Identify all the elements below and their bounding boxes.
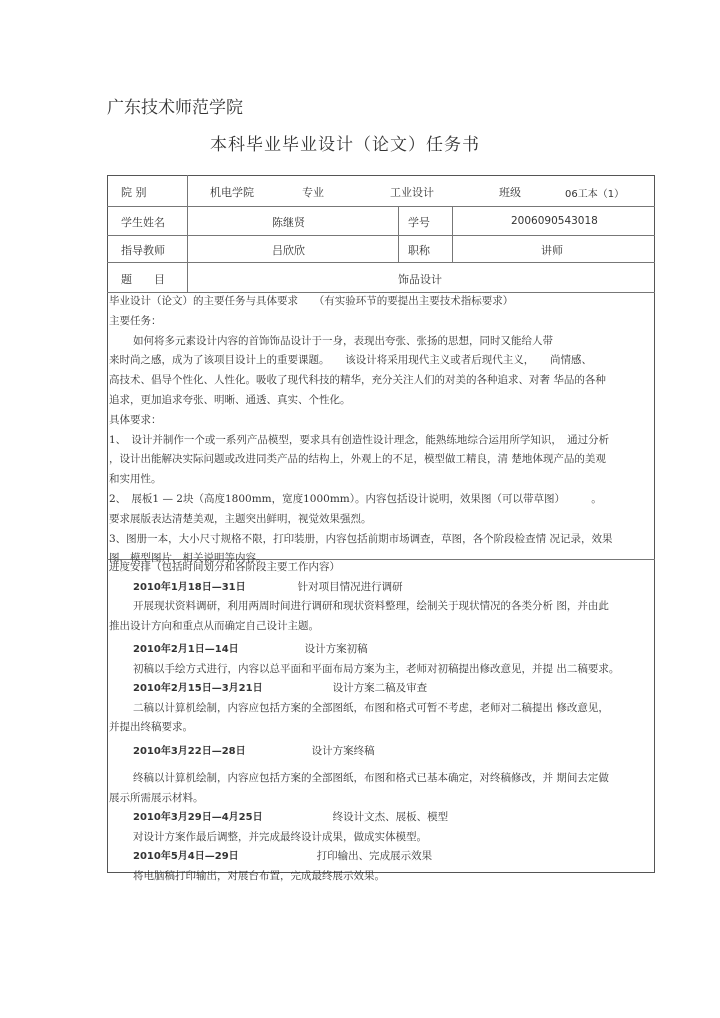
student-value: 陈继贤 [272,216,305,229]
topic-value: 饰品设计 [398,273,442,286]
advisor-value: 吕欣欣 [272,244,305,257]
paragraph-line: 1、 设计并制作一个或一系列产品模型，要求具有创造性设计理念，能熟练地综合运用所学知识， 通过分析 [109,433,610,446]
tasks-heading: 毕业设计（论文）的主要任务与具体要求 （有实验环节的要提出主要技术指标要求） [109,295,514,307]
paragraph-line: ，设计出能解决实际问题或改进同类产品的结构上，外观上的不足，模型做工精良，清 楚地体现产品的美观 [109,453,606,466]
paragraph-line: 对设计方案作最后调整，并完成最终设计成果，做成实体模型。 [133,830,427,843]
schedule-heading: 进度安排（包括时间划分和各阶段主要工作内容） [109,561,340,573]
row-divider [107,206,655,207]
paragraph-line: 展示所需展示材料。 [109,791,204,804]
advisor-label: 指导教师 [121,244,165,257]
schedule-stage: 2010年3月22日—28日 设计方案终稿 [133,744,375,757]
schedule-stage: 2010年5月4日—29日 打印输出、完成展示效果 [133,850,433,862]
schedule-stage: 2010年3月29日—4月25日 终设计文杰、展板、模型 [133,811,449,823]
paragraph-line: 将电脑稿打印输出，对展台布置，完成最终展示效果。 [133,869,385,882]
row-divider [107,235,655,236]
main-task-label: 主要任务： [109,314,162,327]
id-label: 学号 [408,216,430,229]
document-title: 本科毕业毕业设计（论文）任务书 [210,135,480,155]
schedule-stage: 2010年1月18日—31日 针对项目情况进行调研 [133,580,403,593]
paragraph-line: 要求展版表达清楚美观，主题突出鲜明，视觉效果强烈。 [109,512,372,525]
paragraph-line: 推出设计方向和重点从而确定自己设计主题。 [109,619,319,632]
class-label: 班级 [499,186,521,199]
paragraph-line: 来时尚之感，成为了该项目设计上的重要课题。 该设计将采用现代主义或者后现代主义， 尚情感、 [109,354,592,367]
rank-label: 职称 [408,244,430,257]
paragraph-line: 2、 展板1 — 2块（高度1800mm，宽度1000mm）。内容包括设计说明，效果图（可以带草图） 。 [109,492,602,505]
paragraph-line: 开展现状资料调研，利用两周时间进行调研和现状资料整理，绘制关于现状情况的各类分析 图，并由此 [133,600,609,612]
school-name: 广东技术师范学院 [107,98,243,118]
paragraph-line: 初稿以手绘方式进行，内容以总平面和平面布局方案为主，老师对初稿提出修改意见，并提 出二稿要求。 [133,662,620,675]
column-divider [187,175,188,292]
paragraph-line: 高技术、倡导个性化、人性化。吸收了现代科技的精华，充分关注人们的对美的各种追求、对奢 华品的各种 [109,374,606,387]
student-label: 学生姓名 [121,216,165,229]
column-divider [398,206,399,262]
requirements-label: 具体要求： [109,413,162,426]
paragraph-line: 和实用性。 [109,473,162,486]
paragraph-line: 追求，更加追求夸张、明晰、通透、真实、个性化。 [109,393,351,406]
id-value: 2006090543018 [511,215,598,227]
rank-value: 讲师 [541,244,563,257]
paragraph-line: 如何将多元素设计内容的首饰饰品设计于一身，表现出夸张、张扬的思想，同时又能给人带 [133,334,553,347]
paragraph-line: 并提出终稿要求。 [109,721,193,733]
topic-label: 题 目 [121,273,165,286]
paragraph-line: 3、图册一本，大小尺寸规格不限，打印装册，内容包括前期市场调查，草图，各个阶段检查情 况记录，效果 [109,532,613,545]
dept-value: 机电学院 [210,186,254,199]
paragraph-line: 图，模型图片，相关说明等内容。 [109,552,267,565]
schedule-stage: 2010年2月15日—3月21日 设计方案二稿及审查 [133,682,428,694]
column-divider [452,206,453,262]
major-value: 工业设计 [390,186,434,199]
schedule-stage: 2010年2月1日—14日 设计方案初稿 [133,643,368,655]
major-label: 专业 [302,186,324,199]
dept-label: 院 别 [121,186,147,199]
paragraph-line: 终稿以计算机绘制，内容应包括方案的全部图纸，布图和格式已基本确定，对终稿修改，并 期间去定做 [133,772,609,784]
tasks-section [109,292,653,569]
paragraph-line: 二稿以计算机绘制，内容应包括方案的全部图纸，布图和格式可暂不考虑，老师对二稿提出 修改意见， [133,701,609,714]
class-value: 06工本（1） [565,189,625,200]
schedule-section [109,558,653,886]
row-divider [107,262,655,263]
